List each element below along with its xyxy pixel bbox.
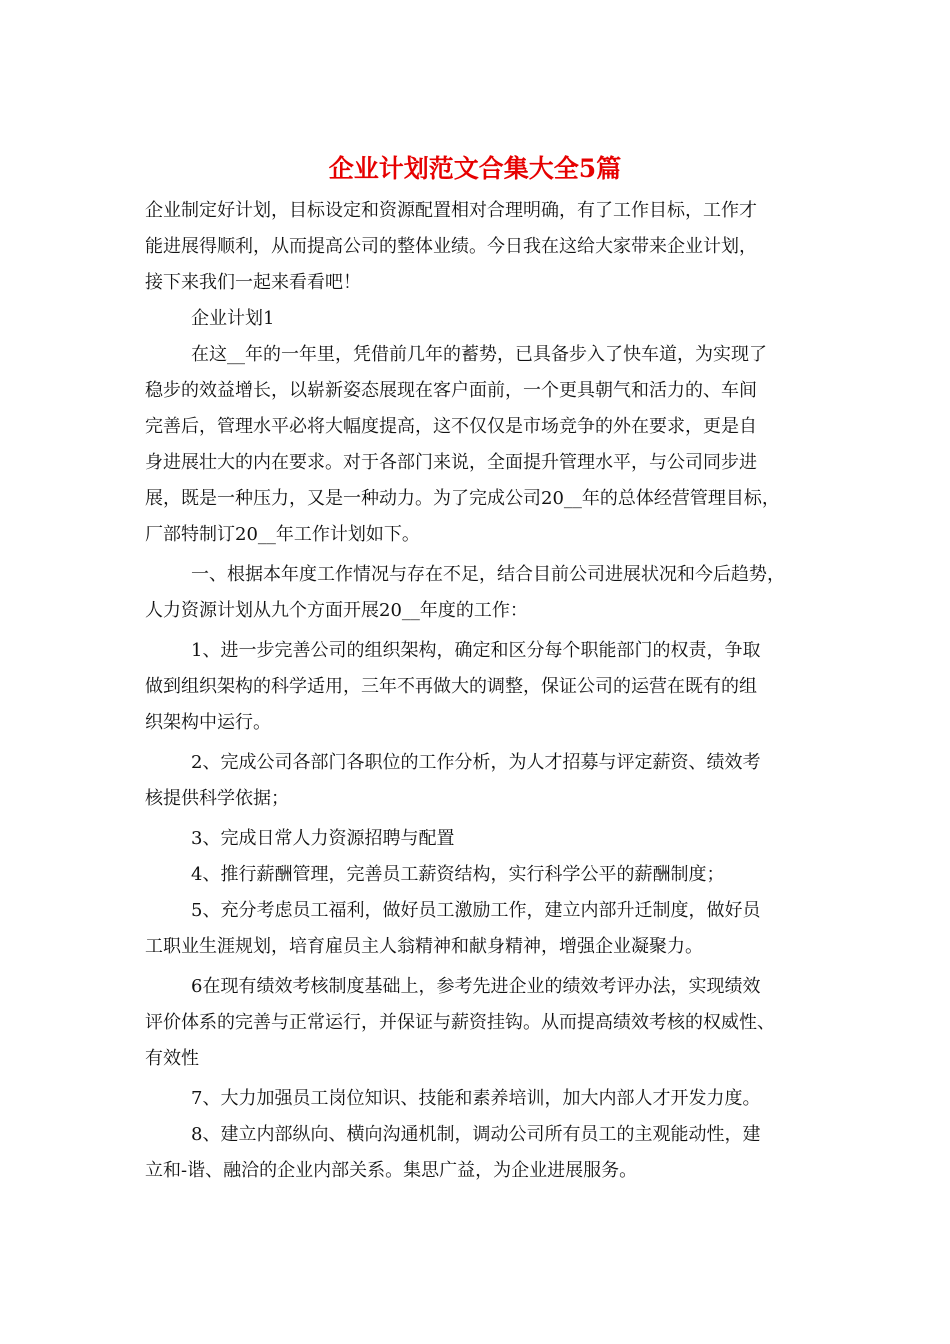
text-line: 人力资源计划从九个方面开展20__年度的工作： xyxy=(145,600,528,621)
text-line: 企业制定好计划，目标设定和资源配置相对合理明确，有了工作目标，工作才 xyxy=(145,200,757,221)
text-line: 评价体系的完善与正常运行，并保证与薪资挂钩。从而提高绩效考核的权威性、 xyxy=(145,1012,775,1033)
text-line: 在这__年的一年里，凭借前几年的蓄势，已具备步入了快车道，为实现了 xyxy=(191,344,767,365)
text-line: 立和-谐、融洽的企业内部关系。集思广益，为企业进展服务。 xyxy=(145,1160,638,1181)
text-line: 2、完成公司各部门各职位的工作分析，为人才招募与评定薪资、绩效考 xyxy=(191,752,761,773)
document-body xyxy=(145,193,813,1189)
text-line: 有效性 xyxy=(145,1048,199,1069)
text-line: 1、进一步完善公司的组织架构，确定和区分每个职能部门的权责，争取 xyxy=(191,640,761,661)
text-line: 4、推行薪酬管理，完善员工薪资结构，实行科学公平的薪酬制度； xyxy=(191,864,725,885)
text-line: 企业计划1 xyxy=(191,308,275,329)
text-line: 8、建立内部纵向、横向沟通机制，调动公司所有员工的主观能动性，建 xyxy=(191,1124,761,1145)
text-line: 一、根据本年度工作情况与存在不足，结合目前公司进展状况和今后趋势， xyxy=(191,564,785,585)
text-line: 织架构中运行。 xyxy=(145,712,271,733)
text-line: 能进展得顺利，从而提高公司的整体业绩。今日我在这给大家带来企业计划， xyxy=(145,236,757,257)
text-line: 做到组织架构的科学适用，三年不再做大的调整，保证公司的运营在既有的组 xyxy=(145,676,757,697)
text-line: 完善后，管理水平必将大幅度提高，这不仅仅是市场竞争的外在要求，更是自 xyxy=(145,416,757,437)
document-title: 企业计划范文合集大全5篇 xyxy=(328,154,622,183)
text-line: 5、充分考虑员工福利，做好员工激励工作，建立内部升迁制度，做好员 xyxy=(191,900,761,921)
text-line: 接下来我们一起来看看吧！ xyxy=(145,272,361,293)
text-line: 展，既是一种压力，又是一种动力。为了完成公司20__年的总体经营管理目标， xyxy=(145,488,780,509)
text-line: 3、完成日常人力资源招聘与配置 xyxy=(191,828,455,849)
text-line: 身进展壮大的内在要求。对于各部门来说，全面提升管理水平，与公司同步进 xyxy=(145,452,757,473)
text-line: 厂部特制订20__年工作计划如下。 xyxy=(145,524,420,545)
text-line: 工职业生涯规划，培育雇员主人翁精神和献身精神，增强企业凝聚力。 xyxy=(145,936,703,957)
text-line: 核提供科学依据； xyxy=(145,788,289,809)
text-line: 稳步的效益增长，以崭新姿态展现在客户面前，一个更具朝气和活力的、车间 xyxy=(145,380,757,401)
text-line: 6在现有绩效考核制度基础上，参考先进企业的绩效考评办法，实现绩效 xyxy=(191,976,761,997)
text-line: 7、大力加强员工岗位知识、技能和素养培训，加大内部人才开发力度。 xyxy=(191,1088,761,1109)
